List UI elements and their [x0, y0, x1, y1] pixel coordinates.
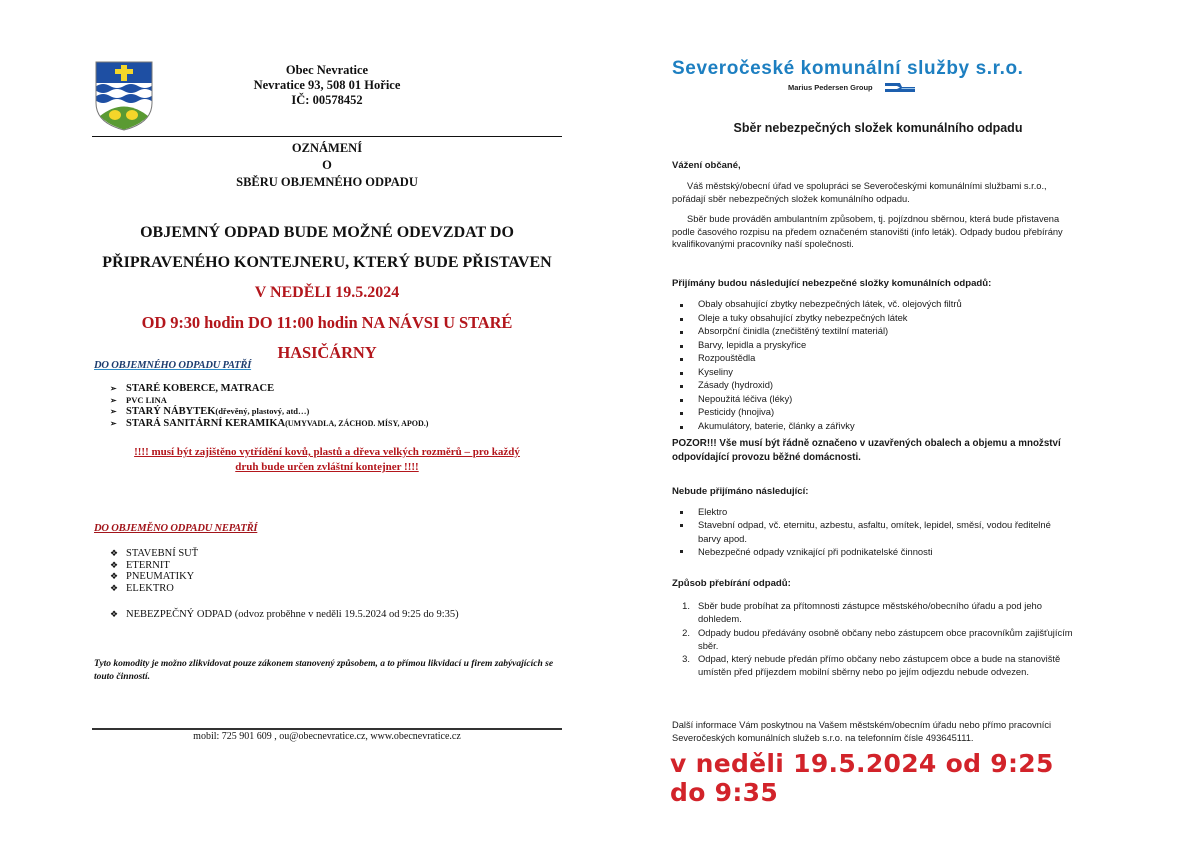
item-main: STARÁ SANITÁRNÍ KERAMIKA [126, 417, 286, 429]
arrow-bullet-icon: ➢ [110, 384, 117, 393]
announcement-date: V NEDĚLI 19.5.2024 [254, 284, 400, 301]
header-divider [92, 136, 562, 137]
list-item [668, 392, 962, 406]
list-item [668, 378, 962, 392]
square-bullet-icon [680, 328, 690, 338]
flyer-title: Sběr nebezpečných složek komunálního odpadu [733, 121, 1023, 135]
item-main: PVC LINA [126, 394, 167, 405]
list-item [668, 365, 962, 379]
hazardous-waste-flyer [668, 56, 1088, 807]
coat-of-arms-icon [95, 61, 153, 131]
item-text: Rozpouštědla [698, 352, 756, 363]
notice-title-line: O [322, 158, 332, 172]
collection-date-banner: v neděli 19.5.2024 od 9:25 do 9:35 [670, 749, 1054, 807]
diamond-bullet-icon: ❖ [110, 571, 119, 581]
item-text: Odpad, který nebude předán přímo občany nebo zástupcem obce a bude na stanoviště umístěn před příjezdem mobilní sběrny nebo po jejím odjezdu nebude odvezen. [698, 653, 1061, 678]
item-text: PNEUMATIKY [126, 571, 195, 582]
arrow-bullet-icon: ➢ [110, 418, 117, 428]
notice-title-line: SBĚRU OBJEMNÉHO ODPADU [236, 175, 418, 189]
marius-pedersen-logo-icon [885, 83, 915, 92]
diamond-bullet-icon: ❖ [110, 548, 119, 558]
list-item [668, 518, 1073, 545]
notice-title [92, 140, 562, 191]
square-bullet-icon [680, 368, 690, 378]
square-bullet-icon [680, 382, 690, 392]
warning-line: druh bude určen zvláštní kontejner !!!! [235, 461, 419, 473]
item-text: Nebezpečné odpady vznikající při podnikatelské činnosti [698, 545, 933, 557]
list-item [668, 297, 962, 311]
main-announcement [92, 218, 562, 368]
warning-pozor: POZOR!!! Vše musí být řádně označeno v uzavřených obalech a objemu a množství odpovídající provozu běžné domácnosti. [672, 438, 1061, 463]
item-sub: (UMYVADLA, ZÁCHOD. MÍSY, APOD.) [285, 418, 429, 428]
not-belongs-list [110, 548, 198, 594]
group-name: Marius Pedersen Group [788, 83, 873, 92]
item-text: Akumulátory, baterie, články a zářivky [698, 419, 855, 431]
item-text: Elektro [698, 506, 728, 517]
collection-method-heading: Způsob přebírání odpadů: [672, 578, 791, 589]
square-bullet-icon [680, 409, 690, 419]
contact-footer: mobil: 725 901 609 , ou@obecnevratice.cz, www.obecnevratice.cz [193, 731, 461, 742]
item-text: Sběr bude probíhat za přítomnosti zástupce městského/obecního úřadu a pod jeho dohledem. [698, 600, 1042, 625]
sorting-warning [92, 445, 562, 475]
municipal-notice-document [92, 58, 562, 748]
hazardous-text: NEBEZPEČNÝ ODPAD (odvoz proběhne v neděli 19.5.2024 od 9:25 do 9:35) [126, 609, 459, 620]
list-item [110, 418, 428, 430]
item-text: Absorpční činidla (znečištěný textilní materiál) [698, 325, 889, 336]
list-item [110, 583, 198, 595]
list-item [110, 395, 428, 407]
accepted-heading: Přijímány budou následující nebezpečné složky komunálních odpadů: [672, 278, 992, 289]
list-item [110, 406, 428, 418]
list-item [668, 652, 1073, 679]
item-text: ELEKTRO [126, 582, 174, 594]
method-paragraph: Sběr bude prováděn ambulantním způsobem, tj. pojízdnou sběrnou, která bude přistavena podle časového rozpisu na předem označeném stanovišti (info leták). Odpady budou přebírány kvalifikovanými pracovníky naší společnosti. [672, 214, 1063, 249]
more-info: Další informace Vám poskytnou na Vašem městském/obecním úřadu nebo přímo pracovníci Severočeských komunálních služeb s.r.o. na telefonním čísle 493645111. [672, 720, 1052, 743]
intro-paragraph: Váš městský/obecní úřad ve spolupráci se Severočeskými komunálními službami s.r.o., pořádají sběr nebezpečných složek komunálního odpadu. [672, 181, 1047, 204]
arrow-bullet-icon: ➢ [110, 395, 117, 405]
not-accepted-heading: Nebude přijímáno následující: [672, 486, 809, 497]
group-row [788, 83, 915, 92]
greeting: Vážení občané, [672, 160, 741, 171]
footer-divider [92, 728, 562, 730]
municipality-name: Obec Nevratice [285, 63, 369, 77]
list-item [668, 626, 1073, 653]
list-item [668, 405, 962, 419]
square-bullet-icon [680, 507, 690, 517]
item-text: Odpady budou předávány osobně občany nebo zástupcem obce pracovníkům zajišťujícím sběr. [698, 626, 1073, 651]
hazardous-waste-item [110, 609, 459, 620]
list-item [668, 419, 962, 433]
item-text: Oleje a tuky obsahující zbytky nebezpečných látek [698, 311, 908, 323]
not-belongs-heading: DO OBJEMĚNO ODPADU NEPATŘÍ [94, 523, 258, 534]
item-text: Barvy, lepidla a pryskyřice [698, 338, 807, 350]
square-bullet-icon [680, 301, 690, 311]
item-main: STARÉ KOBERCE, MATRACE [126, 383, 275, 394]
list-item [668, 545, 1073, 558]
square-bullet-icon [680, 314, 690, 324]
list-item [110, 560, 198, 572]
warning-line: !!!! musí být zajištěno vytřídění kovů, plastů a dřeva velkých rozměrů – pro každý [134, 446, 520, 458]
company-name: Severočeské komunální služby s.r.o. [672, 58, 1024, 79]
diamond-bullet-icon: ❖ [110, 559, 119, 570]
arrow-bullet-icon: ➢ [110, 407, 117, 416]
diamond-bullet-icon: ❖ [110, 609, 119, 619]
item-number: 1. [682, 600, 690, 611]
belongs-list [110, 383, 428, 429]
list-item [668, 351, 962, 365]
square-bullet-icon [680, 341, 690, 351]
item-number: 3. [682, 653, 690, 665]
list-item [668, 599, 1073, 626]
municipality-ic: IČ: 00578452 [291, 93, 363, 107]
item-number: 2. [682, 626, 690, 638]
list-item [668, 338, 962, 352]
item-text: Nepoužitá léčiva (léky) [698, 392, 793, 404]
square-bullet-icon [680, 395, 690, 405]
list-item [668, 505, 1073, 518]
announcement-line: OBJEMNÝ ODPAD BUDE MOŽNÉ ODEVZDAT DO [140, 224, 514, 241]
item-text: STAVEBNÍ SUŤ [126, 548, 199, 559]
list-item [668, 324, 962, 338]
disposal-note: Tyto komodity je možno zlikvidovat pouze zákonem stanovený způsobem, a to přímou likvidací u firem zabývajících se touto činností. [94, 659, 554, 682]
list-item [110, 383, 428, 395]
announcement-time-place: OD 9:30 hodin DO 11:00 hodin NA NÁVSI U STARÉ HASIČÁRNY [141, 313, 513, 362]
square-bullet-icon [680, 547, 690, 557]
square-bullet-icon [680, 422, 690, 432]
item-text: ETERNIT [126, 559, 170, 571]
diamond-bullet-icon: ❖ [110, 582, 119, 593]
accepted-list [668, 297, 962, 432]
item-text: Pesticidy (hnojiva) [698, 406, 775, 417]
list-item [110, 571, 198, 583]
collection-method-list [668, 599, 1073, 679]
item-main: STARÝ NÁBYTEK [126, 406, 216, 417]
item-text: Obaly obsahující zbytky nebezpečných látek, vč. olejových filtrů [698, 298, 962, 309]
municipality-header [192, 63, 462, 108]
belongs-heading: DO OBJEMNÉHO ODPADU PATŘÍ [94, 360, 252, 371]
item-text: Stavební odpad, vč. eternitu, azbestu, asfaltu, omítek, lepidel, směsí, vodou ředitelné barvy apod. [698, 519, 1051, 544]
notice-title-line: OZNÁMENÍ [291, 141, 363, 155]
item-text: Zásady (hydroxid) [698, 379, 774, 390]
list-item [110, 548, 198, 560]
municipality-address: Nevratice 93, 508 01 Hořice [253, 78, 401, 92]
list-item [668, 311, 962, 325]
announcement-line: PŘIPRAVENÉHO KONTEJNERU, KTERÝ BUDE PŘISTAVEN [102, 254, 552, 271]
not-accepted-list [668, 505, 1073, 558]
item-sub: (dřevěný, plastový, atd…) [215, 406, 310, 416]
square-bullet-icon [680, 355, 690, 365]
item-text: Kyseliny [698, 365, 733, 377]
square-bullet-icon [680, 520, 690, 530]
